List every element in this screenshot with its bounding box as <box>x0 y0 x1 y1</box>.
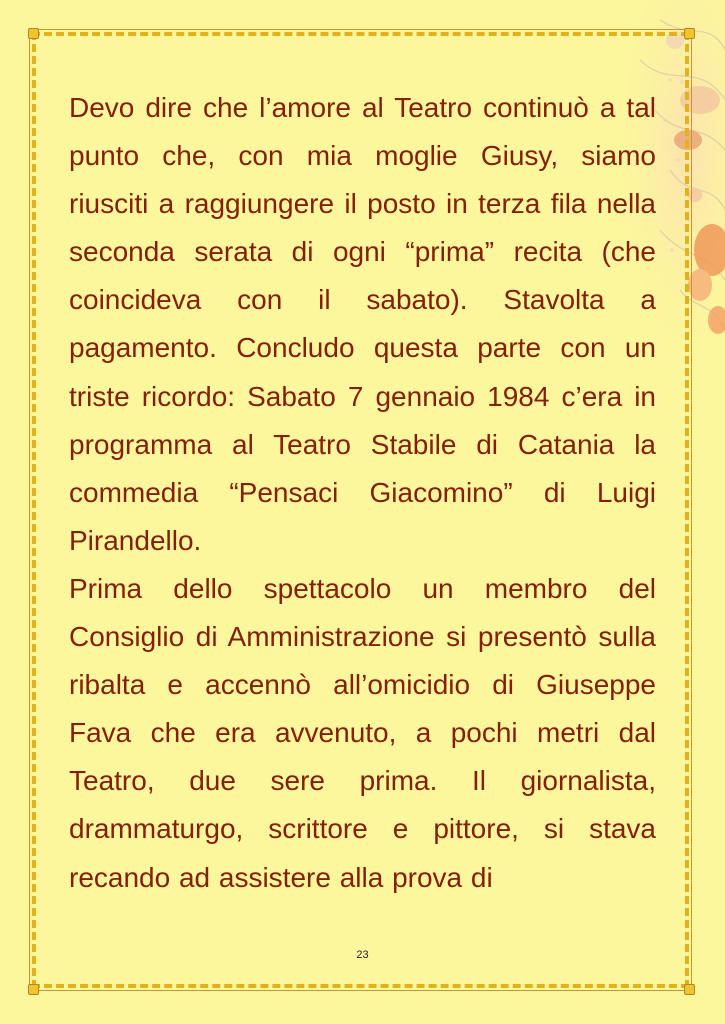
frame-corner-ornament <box>684 28 695 39</box>
frame-corner-ornament <box>28 28 39 39</box>
paragraph: Devo dire che l’amore al Teatro continuò a tal punto che, con mia moglie Giusy, siamo riusciti a raggiungere il posto in terza fila nella seconda serata di ogni “prima” recita (che coincideva con il sabato). Stavolta a pagamento. Concludo questa parte con un triste ricordo: Sabato 7 gennaio 1984 c’era in programma al Teatro Stabile di Catania la commedia “Pensaci Giacomino” di Luigi Pirandello. <box>69 92 656 556</box>
paragraph: Prima dello spettacolo un membro del Consiglio di Amministrazione si presentò sulla ribalta e accennò all’omicidio di Giuseppe Fava che era avvenuto, a pochi metri dal Teatro, due sere prima. Il giornalista, drammaturgo, scrittore e pittore, si stava recando ad assistere alla prova di <box>69 572 656 893</box>
body-text <box>69 84 656 902</box>
frame-corner-ornament <box>684 984 695 995</box>
frame-corner-ornament <box>28 984 39 995</box>
page-number: 23 <box>356 949 369 961</box>
